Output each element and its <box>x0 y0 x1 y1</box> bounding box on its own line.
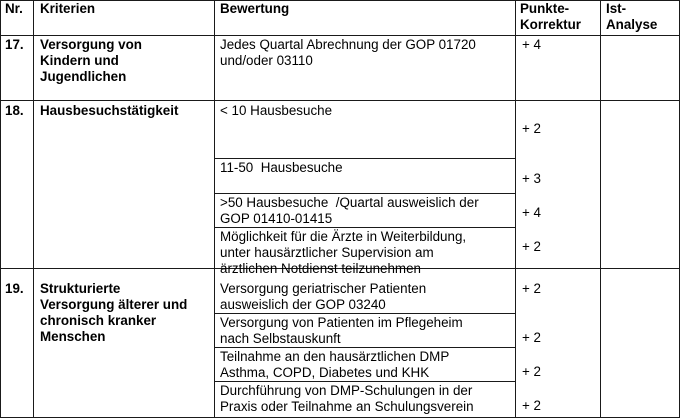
rating-text: Möglichkeit für die Ärzte in Weiterbildung, <box>220 229 467 244</box>
points-value: + 3 <box>522 171 541 186</box>
header-points: Punkte- <box>520 1 570 16</box>
points-value: + 2 <box>522 364 541 379</box>
rating-text: Asthma, COPD, Diabetes und KHK <box>220 365 430 380</box>
criterion-label: chronisch kranker <box>40 313 157 328</box>
header-actual: Analyse <box>606 17 658 32</box>
criterion-label: Jugendlichen <box>40 69 127 84</box>
rating-text: ausweislich der GOP 03240 <box>220 297 386 312</box>
cell-separator <box>214 193 515 194</box>
points-value: + 2 <box>522 121 541 136</box>
criterion-label: Strukturierte <box>40 281 121 296</box>
rating-text: Versorgung geriatrischer Patienten <box>220 281 427 296</box>
points-value: + 4 <box>522 37 541 52</box>
rating-text: Versorgung von Patienten im Pflegeheim <box>220 315 463 330</box>
row-number: 18. <box>5 103 24 118</box>
points-value: + 2 <box>522 330 541 345</box>
rating-text: 11-50 Hausbesuche <box>220 160 343 175</box>
criterion-label: Menschen <box>40 329 106 344</box>
header-separator <box>0 35 680 36</box>
row-number: 17. <box>5 37 24 52</box>
criterion-label: Versorgung älterer und <box>40 297 188 312</box>
points-value: + 2 <box>522 281 541 296</box>
rating-text: und/oder 03110 <box>220 53 313 68</box>
points-value: + 2 <box>522 398 541 413</box>
criterion-label: Hausbesuchstätigkeit <box>40 103 179 118</box>
criterion-label: Kindern und <box>40 53 119 68</box>
row-separator <box>0 100 680 101</box>
rating-text: nach Selbstauskunft <box>220 331 341 346</box>
rating-text: >50 Hausbesuche /Quartal ausweislich der <box>220 195 479 210</box>
header-nr: Nr. <box>5 1 23 16</box>
column-separator <box>600 0 601 418</box>
rating-text: Teilnahme an den hausärztlichen DMP <box>220 349 450 364</box>
rating-text: GOP 01410-01415 <box>220 211 333 226</box>
rating-text: ärztlichen Notdienst teilzunehmen <box>220 261 421 276</box>
rating-text: Durchführung von DMP-Schulungen in der <box>220 383 473 398</box>
header-actual: Ist- <box>606 1 627 16</box>
row-number: 19. <box>5 281 24 296</box>
points-value: + 2 <box>522 239 541 254</box>
header-rating: Bewertung <box>220 1 290 16</box>
table-border-left <box>0 0 1 418</box>
column-separator <box>214 0 215 418</box>
header-points: Korrektur <box>520 17 582 32</box>
rating-text: < 10 Hausbesuche <box>220 103 333 118</box>
criterion-label: Versorgung von <box>40 37 142 52</box>
points-value: + 4 <box>522 205 541 220</box>
cell-separator <box>214 158 515 159</box>
rating-text: unter hausärztlicher Supervision am <box>220 245 434 260</box>
rating-text: Jedes Quartal Abrechnung der GOP 01720 <box>220 37 476 52</box>
rating-text: Praxis oder Teilnahme an Schulungsverein <box>220 399 474 414</box>
header-criteria: Kriterien <box>40 1 96 16</box>
table-border-top <box>0 0 680 1</box>
column-separator <box>515 0 516 418</box>
column-separator <box>33 0 34 418</box>
